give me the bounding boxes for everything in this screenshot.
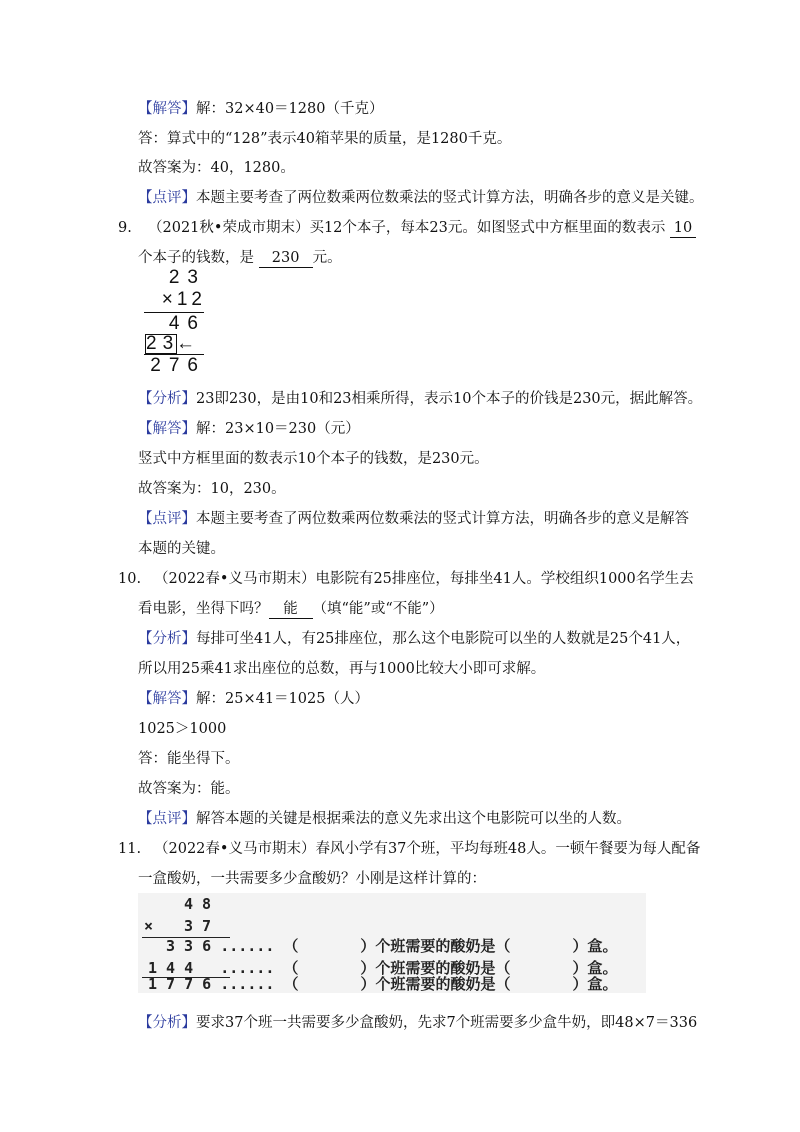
question-9-line2: [138, 248, 342, 268]
answer-blank: 能: [269, 601, 313, 619]
question-text: 元。: [312, 250, 342, 266]
answer-tag: 【解答】: [138, 421, 196, 437]
answer-tag: 【解答】: [138, 691, 196, 707]
answer-line: [138, 689, 369, 709]
answer-sentence: 答：能坐得下。: [138, 751, 240, 767]
question-number: 11.: [118, 841, 142, 857]
comment-tag: 【点评】: [138, 190, 196, 206]
question-text: （2021秋•荣成市期末）买12个本子，每本23元。如图竖式中方框里面的数表示: [148, 220, 666, 236]
comment-text: 本题主要考查了两位数乘两位数乘法的竖式计算方法，明确各步的意义是关键。: [196, 190, 704, 206]
calc-row: 46: [168, 313, 206, 334]
analysis-line: [138, 629, 690, 649]
paren: （: [283, 975, 299, 993]
answer-blank: 10: [670, 220, 696, 238]
dots: ......: [220, 975, 275, 993]
answer-line: [138, 99, 383, 119]
comment-tag: 【点评】: [138, 811, 196, 827]
comment-line: [138, 809, 631, 829]
analysis-tag: 【分析】: [138, 631, 196, 647]
final-answer: 故答案为：40，1280。: [138, 160, 295, 176]
vertical-calculation-figure: [142, 268, 206, 376]
calc-row: 3 7: [184, 917, 212, 935]
answer-tag: 【解答】: [138, 101, 196, 117]
vertical-calculation-figure-2: [138, 893, 646, 993]
answer-text: 解：23×10＝230（元）: [196, 421, 360, 437]
calc-row: ×12: [161, 289, 206, 310]
comment-line: [138, 509, 689, 529]
answer-sentence: 竖式中方框里面的数表示10个本子的钱数，是230元。: [138, 451, 489, 467]
row-label: ）个班需要的酸奶是（: [360, 975, 511, 993]
comment-line: [138, 188, 704, 208]
paren: （: [283, 937, 299, 955]
comment-text: 解答本题的关键是根据乘法的意义先求出这个电影院可以坐的人数。: [196, 811, 631, 827]
partial-product: 1 4 4: [148, 959, 194, 977]
calc-row: 23: [146, 333, 180, 354]
comment-line-2: 本题的关键。: [138, 541, 225, 557]
final-answer: 故答案为：能。: [138, 781, 240, 797]
comparison-line: 1025＞1000: [138, 721, 227, 737]
analysis-text: 要求37个班一共需要多少盒酸奶，先求7个班需要多少盒牛奶，即48×7＝336: [196, 1015, 698, 1031]
calc-row: [166, 935, 617, 957]
analysis-text: 23即230，是由10和23相乘所得，表示10个本子的价钱是230元，据此解答。: [196, 391, 703, 407]
question-10-line2: [138, 599, 444, 619]
question-9: [118, 218, 696, 238]
paren: （: [283, 959, 299, 977]
answer-blank: 230: [259, 250, 313, 268]
question-11-line2: 一盒酸奶，一共需要多少盒酸奶？小刚是这样计算的：: [138, 871, 486, 887]
analysis-tag: 【分析】: [138, 391, 196, 407]
analysis-line: [138, 389, 702, 409]
analysis-tag: 【分析】: [138, 1015, 196, 1031]
calc-row: 23: [168, 267, 206, 288]
question-text: 个本子的钱数，是: [138, 250, 254, 266]
analysis-line-2: 所以用25乘41求出座位的总数，再与1000比较大小即可求解。: [138, 661, 546, 677]
answer-sentence: 答：算式中的“128”表示40箱苹果的质量，是1280千克。: [138, 131, 512, 147]
question-number: 10.: [118, 571, 142, 587]
comment-tag: 【点评】: [138, 511, 196, 527]
final-answer: 故答案为：10，230。: [138, 481, 286, 497]
calc-row: 276: [150, 355, 206, 376]
analysis-text: 每排可坐41人，有25排座位，那么这个电影院可以坐的人数就是25个41人，: [196, 631, 691, 647]
question-text: 看电影，坐得下吗？: [138, 601, 269, 617]
row-label: ）盒。: [572, 937, 618, 955]
answer-text: 解：32×40＝1280（千克）: [196, 101, 384, 117]
product: 1 7 7 6: [148, 975, 212, 993]
question-text: （填“能”或“不能”）: [312, 601, 444, 617]
answer-text: 解：25×41＝1025（人）: [196, 691, 369, 707]
row-label: ）盒。: [572, 975, 618, 993]
question-11: [118, 839, 700, 859]
row-label: ）个班需要的酸奶是（: [360, 959, 511, 977]
answer-line: [138, 419, 360, 439]
multiply-sign: ×: [144, 917, 154, 935]
calc-row: 4 8: [184, 895, 212, 913]
row-label: ）盒。: [572, 959, 618, 977]
calc-row: [148, 973, 618, 995]
comment-text: 本题主要考查了两位数乘两位数乘法的竖式计算方法，明确各步的意义是解答: [196, 511, 689, 527]
row-label: ）个班需要的酸奶是（: [360, 937, 511, 955]
question-text: （2022春•义马市期末）春风小学有37个班，平均每班48人。一顿午餐要为每人配备: [154, 841, 701, 857]
dots: ......: [220, 937, 275, 955]
dots: ......: [220, 959, 275, 977]
analysis-line: [138, 1013, 697, 1033]
question-text: （2022春•义马市期末）电影院有25排座位，每排坐41人。学校组织1000名学生去: [154, 571, 694, 587]
partial-product: 3 3 6: [166, 937, 212, 955]
question-10: [118, 569, 694, 589]
question-number: 9.: [118, 220, 132, 236]
arrow-left-icon: ←: [176, 333, 195, 354]
